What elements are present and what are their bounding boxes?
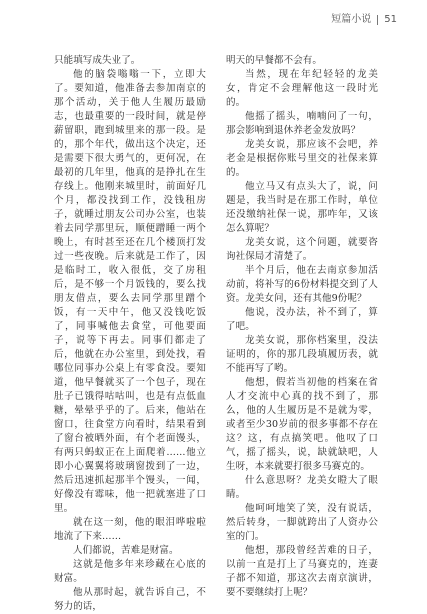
paragraph: 他说，没办法，补不到了，算了吧。 [226,307,378,332]
paragraph: 他想，假若当初他的档案在省人才交流中心真的找不到了，那么，他的人生履历是不是就为零，或者至少30岁前的很多事都不存在这？这，有点搞笑吧。他叹了口气，摇了摇头，说，缺就缺吧，人生呀，本来就要打很多马赛克的。 [226,377,378,472]
paragraph: 龙美女说，那应该不会吧，养老金是根据你账号里交的社保来算的。 [226,139,378,178]
right-column [226,54,378,614]
page-header [331,14,397,26]
quote-line: 人们都说，苦难是财富。 [73,545,179,556]
paragraph: 他从那时起，就告诉自己，不努力的话， [54,587,206,612]
paragraph: 龙美女说，这个问题，就要咨询社保局才清楚了。 [226,237,378,262]
paragraph: 他想，那段曾经苦难的日子，以前一直是打上了马赛克的，连妻子都不知道，那这次去南京演讲，要不要继续打上呢？ [226,545,378,598]
running-title: 短篇小说 [331,14,372,25]
paragraph: 半个月后，他在去南京参加活动前，将补写的6份材料提交到了人资。龙美女问，还有其他9份呢？ [226,265,378,304]
paragraph: 他的脑袋嗡嗡一下，立即大了。要知道，他准备去参加南京的那个活动，关于他人生履历最励志，也最重要的一段时间，就是停薪留职，跑到城里来的那一段。是的，那个年代，做出这个决定，还是需要下很大勇气的，更何况，在最初的几年里，他真的是挣扎在生存线上。他刚来城里时，前面好几个月，都没找到工作，没钱租房子，就睡过朋友公司办公室，也装着去同学那里玩，顺便蹭睡一两个晚上，有时甚至还在几个楼顶打发过一些夜晚。后来就是工作了，因是临时工，收入很低，交了房租后，是不够一个月饭钱的，要么找朋友借点，要么去同学那里蹭个饭，有一天中午，他又没钱吃饭了，同事喊他去食堂，可他要面子，说等下再去。同事们都走了后，他就在办公室里，到处找，看哪位同事办公桌上有零食没。要知道，他早餐就买了一个包子，现在肚子已饿得咕咕叫，也是有点低血糖，晕晕乎乎的了。后来，他站在窗口，往食堂方向看时，结果看到了窗台被晒外面，有个老面馒头，有两只蚂蚁正在上面爬着……他立即小心翼翼将玻璃窗拨到了一边，然后迅速抓起那半个馒头，一闻，好像没有霉味，他一把就塞进了口里。 [54,69,206,514]
paragraph: 什么意思呀？龙美女瞪大了眼睛。 [226,475,378,500]
paragraph: 他摇了摇头，喃喃问了一句，那会影响到退休养老金发放吗？ [226,111,378,136]
page-number: 51 [384,14,397,25]
paragraph: 就在这一刻，他的眼泪哗啦啦地流了下来…… [54,517,206,542]
paragraph: 这就是他多年来珍藏在心底的财富。 [54,559,206,584]
paragraph: 当然，现在年纪轻轻的龙美女，肯定不会理解他这一段时光的。 [226,69,378,108]
text-columns [54,54,378,614]
paragraph: 他立马又有点头大了，说，问题是，我当时是在那工作时，单位还没缴纳社保一说，那咋年，又该怎么算呢？ [226,181,378,234]
paragraph: 龙美女说，那你档案里，没法证明的，你的那几段填履历表，就不能再写了哟。 [226,335,378,374]
header-divider [377,15,378,25]
paragraph: 他呵呵地笑了笑，没有说话，然后转身，一脚就跨出了人资办公室的门。 [226,503,378,542]
paragraph: 明天的早餐都不会有。 [226,55,323,66]
paragraph: 只能填写成失业了。 [54,55,141,66]
left-column [54,54,206,614]
